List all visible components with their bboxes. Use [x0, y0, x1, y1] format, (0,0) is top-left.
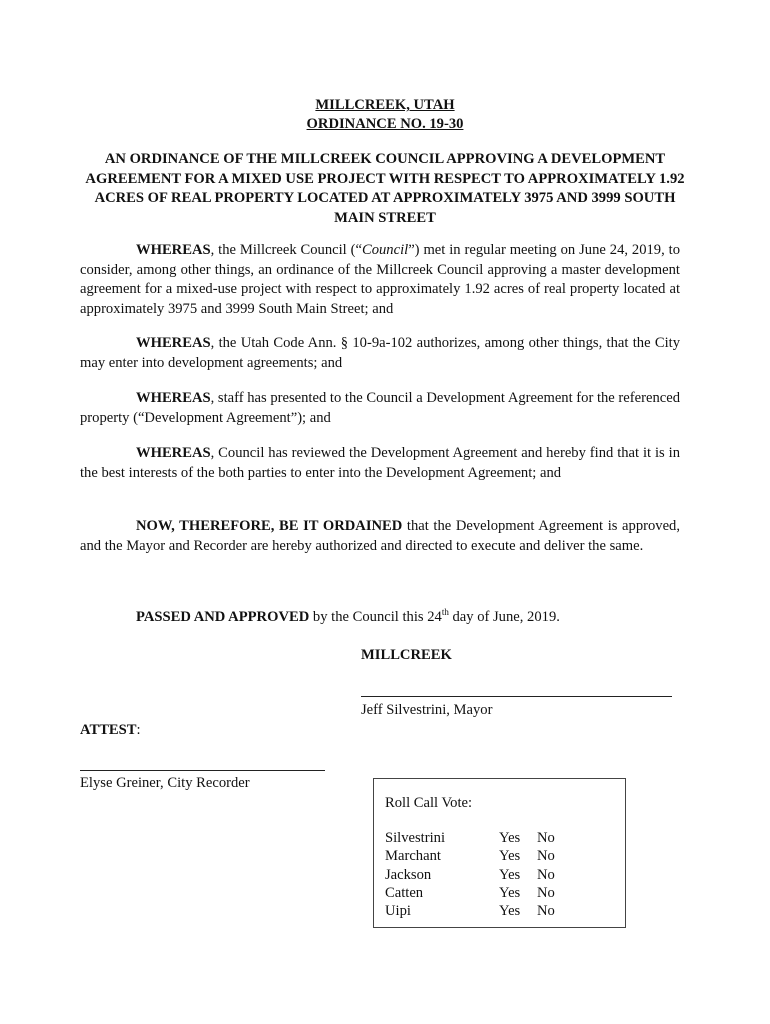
whereas-text-4: , Council has reviewed the Development Agreement and hereby find that it is in the best interests of the both parties to enter into the Development Agreement; and	[80, 445, 680, 481]
vote-yes-option: Yes	[499, 848, 521, 865]
ordained-text: that the Development Agreement is approved, and the Mayor and Recorder are hereby authorized and directed to execute and deliver the same.	[80, 518, 680, 554]
signature-entity: MILLCREEK	[361, 647, 452, 663]
header-ordinance-number-text: ORDINANCE NO. 19-30	[306, 116, 464, 132]
vote-yes-option: Yes	[499, 866, 521, 883]
header-city	[0, 96, 770, 115]
vote-no-option: No	[537, 903, 555, 920]
roll-call-title: Roll Call Vote:	[385, 795, 473, 811]
header-city-text: MILLCREEK, UTAH	[315, 97, 455, 113]
ordained-paragraph	[80, 517, 680, 556]
vote-no-option: No	[537, 830, 555, 846]
vote-member-name: Marchant	[385, 848, 441, 865]
mayor-name: Jeff Silvestrini, Mayor	[361, 702, 493, 718]
vote-member-name: Catten	[385, 884, 424, 901]
vote-row-silvestrini	[385, 829, 585, 847]
vote-yes-option: Yes	[499, 903, 521, 920]
attest-label-text: ATTEST	[80, 722, 137, 738]
vote-no-option: No	[537, 848, 555, 865]
recorder-signature-line	[80, 770, 325, 771]
passed-tail: day of June, 2019.	[448, 609, 560, 625]
whereas-lead-2: WHEREAS	[136, 335, 211, 351]
whereas-paragraph-2	[80, 334, 680, 373]
header-ordinance-number	[0, 115, 770, 134]
vote-member-name: Uipi	[385, 903, 411, 920]
whereas-text-2: , the Utah Code Ann. § 10-9a-102 authorizes, among other things, that the City may enter into development agreements; and	[80, 335, 680, 371]
whereas-text-1b: ”) met in regular meeting on June 24, 2019, to consider, among other things, an ordinance of the Millcreek Council approving a master development agreement for a mixed-use project with respect to approximately 1.92 acres of real property located at approximately 3975 and 3999 South Main Street; and	[80, 242, 680, 317]
vote-no-option: No	[537, 866, 555, 883]
vote-row-catten	[385, 884, 585, 902]
whereas-lead-1: WHEREAS	[136, 242, 211, 258]
whereas-lead-3: WHEREAS	[136, 390, 211, 406]
attest-label	[80, 721, 141, 740]
vote-yes-option: Yes	[499, 884, 521, 901]
whereas-lead-4: WHEREAS	[136, 445, 211, 461]
vote-row-jackson	[385, 866, 585, 884]
attest-colon: :	[136, 722, 141, 738]
vote-row-uipi	[385, 902, 585, 920]
passed-text: by the Council this 24	[309, 609, 442, 625]
roll-call-vote-box	[373, 778, 626, 928]
vote-no-option: No	[537, 884, 555, 901]
vote-row-marchant	[385, 847, 585, 865]
whereas-paragraph-3	[80, 389, 680, 428]
whereas-text-3: , staff has presented to the Council a Development Agreement for the referenced property (“Development Agreement”); and	[80, 390, 680, 426]
ordained-lead: NOW, THEREFORE, BE IT ORDAINED	[136, 518, 403, 534]
whereas-paragraph-1	[80, 241, 680, 319]
recorder-name: Elyse Greiner, City Recorder	[80, 775, 250, 791]
whereas-text-1a: , the Millcreek Council (“	[210, 242, 362, 258]
passed-ordinal: th	[441, 607, 449, 618]
vote-yes-option: Yes	[499, 830, 521, 846]
ordinance-title: AN ORDINANCE OF THE MILLCREEK COUNCIL APPROVING A DEVELOPMENT AGREEMENT FOR A MIXED USE PROJECT WITH RESPECT TO APPROXIMATELY 1.92 ACRES OF REAL PROPERTY LOCATED AT APPROXIMATELY 3975 AND 3999 SOUTH MAIN STREET	[85, 151, 685, 226]
whereas-italic-council: Council	[361, 242, 409, 258]
passed-approved-line	[136, 608, 560, 627]
passed-lead: PASSED AND APPROVED	[136, 609, 310, 625]
vote-member-name: Jackson	[385, 866, 432, 883]
vote-member-name: Silvestrini	[385, 830, 445, 846]
roll-call-list	[385, 829, 585, 920]
mayor-signature-line	[361, 696, 672, 697]
whereas-paragraph-4	[80, 444, 680, 483]
